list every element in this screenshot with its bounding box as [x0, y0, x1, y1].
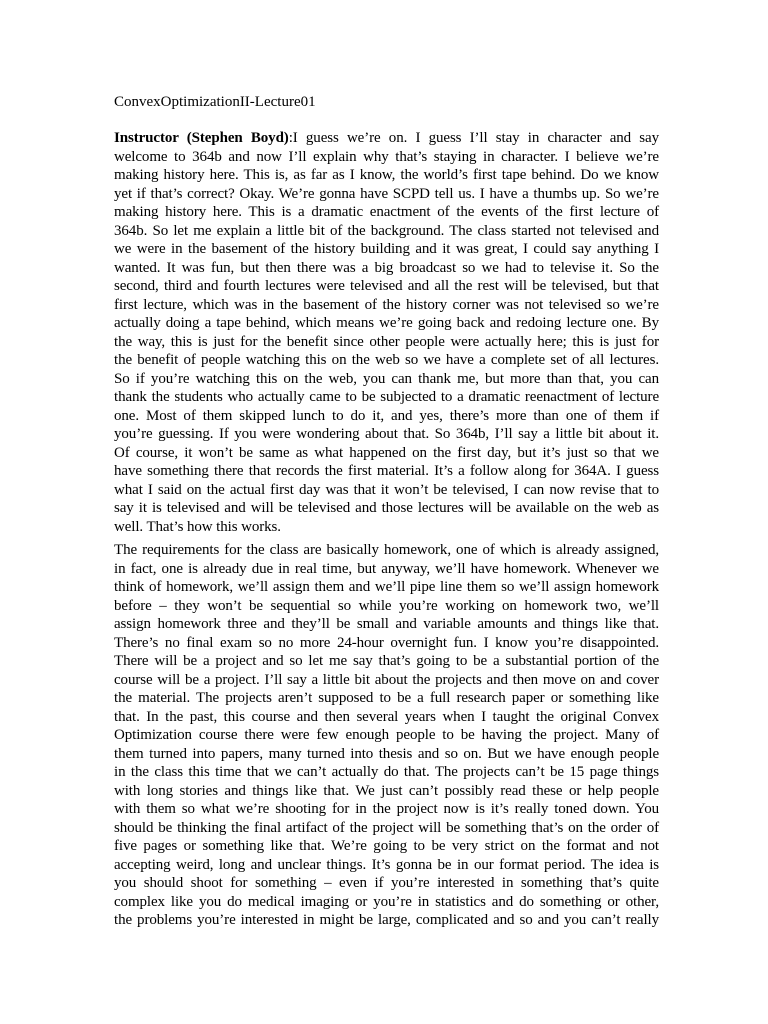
text-line: you should shoot for something – even if you’re interested in something that’s quite: [114, 875, 659, 891]
text-line: assign homework three and they’ll be small and variable amounts and things like that.: [114, 616, 659, 632]
text-line: before – they won’t be sequential so while you’re working on homework two, we’ll: [114, 597, 659, 614]
text-line: welcome to 364b and now I’ll explain why that’s staying in character. I believe we’re: [114, 148, 659, 165]
text-line: thank the students who actually came to be subjected to a dramatic reenactment of lecture: [114, 389, 659, 405]
text-line: yet if that’s correct? Okay. We’re gonna have SCPD tell us. I have a thumbs up. So we’re: [114, 185, 659, 202]
text-line: with long stories and things like that. We just can’t possibly read these or help people: [114, 782, 659, 799]
text-line: course will be a project. I’ll say a little bit about the projects and then move on and cover: [114, 671, 659, 688]
text-line: actually doing a tape behind, which means we’re going back and redoing lecture one. By: [114, 315, 659, 331]
text-line: that. In the past, this course and then several years when I taught the original Convex: [114, 708, 659, 725]
text-line: The requirements for the class are basically homework, one of which is already assigned,: [114, 542, 659, 558]
text-line: Optimization course there were few enough people to be having the project. Many of: [114, 727, 659, 743]
text-line: in the class this time that we can’t actually do that. The projects can’t be 15 page things: [114, 764, 659, 780]
text-line: There’s no final exam so no more 24-hour overnight fun. I know you’re disappointed.: [114, 634, 659, 651]
text-line: one. Most of them skipped lunch to do it, and yes, there’s more than one of them if: [114, 407, 659, 424]
text-line: the benefit of people watching this on the web so we have a complete set of all lectures.: [114, 352, 659, 368]
text-line: with them so what we’re shooting for in the project now is it’s really toned down. You: [114, 801, 659, 817]
text-line: you’re guessing. If you were wondering about that. So 364b, I’ll say a little bit about it.: [114, 426, 659, 442]
text-line: the way, this is just for the benefit since other people were actually here; this is just for: [114, 333, 659, 350]
text-line: in fact, one is already due in real time, but anyway, we’ll have homework. Whenever we: [114, 560, 659, 577]
text-line: making history here. This is a dramatic enactment of the events of the first lecture of: [114, 204, 659, 220]
paragraph-2: [114, 541, 659, 930]
document-title: ConvexOptimizationII-Lecture01: [114, 94, 316, 110]
text-line: complex like you do medical imaging or you’re in statistics and do something or other,: [114, 893, 659, 910]
text-line: Of course, it won’t be same as what happened on the first day, but it’s just so that we: [114, 444, 659, 461]
text-line: we were in the basement of the history building and it was great, I could say anything I: [114, 241, 659, 257]
text-line: the problems you’re interested in might be large, complicated and so and you can’t really: [114, 912, 659, 928]
text-line: wanted. It was fun, but then there was a big broadcast so we had to televise it. So the: [114, 259, 659, 276]
text-line: the material. The projects aren’t supposed to be a full research paper or something like: [114, 690, 659, 706]
text-line: second, third and fourth lectures were televised and all the rest will be televised, but that: [114, 278, 659, 294]
line-text: :I guess we’re on. I guess I’ll stay in character and say: [288, 130, 659, 146]
text-line: what I said on the actual first day was that it won’t be televised, I can now revise that to: [114, 481, 659, 498]
text-line: should be thinking the final artifact of the project will be something that’s on the order of: [114, 819, 659, 836]
text-line: There will be a project and so let me say that’s going to be a substantial portion of the: [114, 653, 659, 669]
text-line: making history here. This is, as far as I know, the world’s first tape behind. Do we know: [114, 167, 659, 183]
text-line: well. That’s how this works.: [114, 518, 281, 535]
text-line: think of homework, we’ll assign them and we’ll pipe line them so we’ll assign homework: [114, 579, 659, 595]
text-line: 364b. So let me explain a little bit of the background. The class started not televised and: [114, 222, 659, 239]
speaker-name: Instructor (Stephen Boyd): [114, 130, 289, 146]
text-line: first lecture, which was in the basement of the history corner was not televised so we’re: [114, 296, 659, 313]
text-line: So if you’re watching this on the web, you can thank me, but more than that, you can: [114, 370, 659, 387]
text-line: have something there that records the first material. It’s a follow along for 364A. I guess: [114, 463, 659, 479]
text-line: five pages or something like that. We’re going to be very strict on the format and not: [114, 838, 659, 854]
text-line: accepting weird, long and unclear things. It’s gonna be in our format period. The idea is: [114, 856, 659, 873]
text-line: them turned into papers, many turned into thesis and so on. But we have enough people: [114, 745, 659, 762]
text-line: say it is televised and will be televised and those lectures will be available on the web as: [114, 500, 659, 516]
text-line: [114, 129, 659, 148]
paragraph-1: [114, 129, 659, 536]
